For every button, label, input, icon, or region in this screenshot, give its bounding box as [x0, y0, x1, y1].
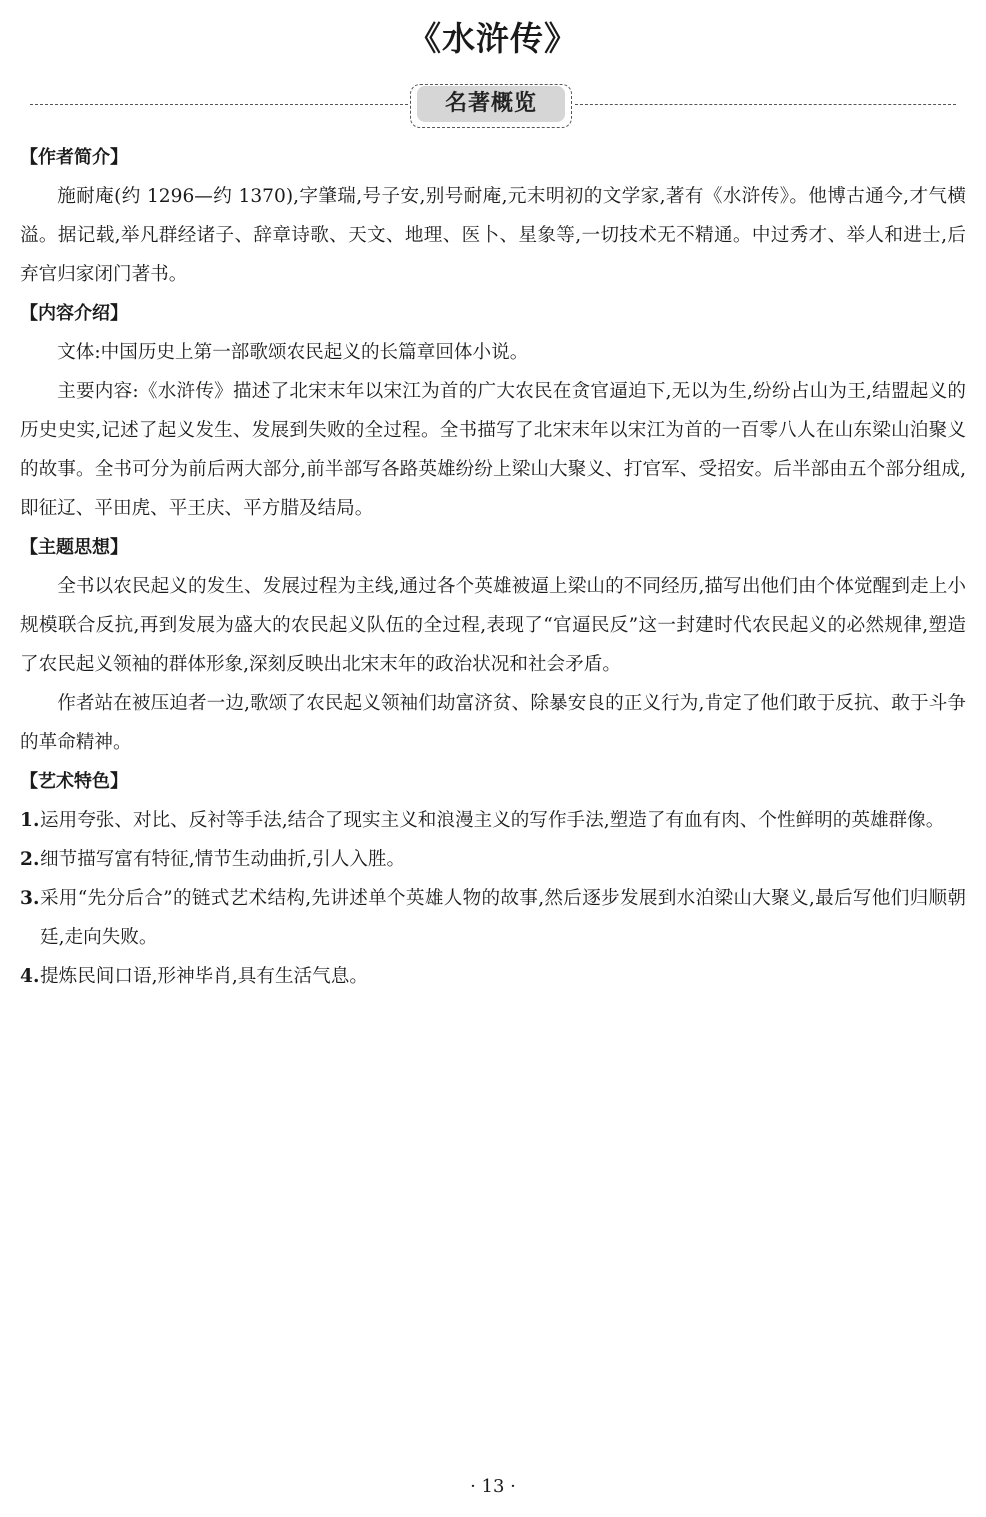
page-number: · 13 · — [470, 1476, 516, 1497]
banner-label: 名著概览 — [417, 86, 565, 122]
list-item-number: 2. — [20, 849, 40, 870]
author-paragraph: 施耐庵(约 1296—约 1370),字肇瑞,号子安,别号耐庵,元末明初的文学家,著有《水浒传》。他博古通今,才气横溢。据记载,举凡群经诸子、辞章诗歌、天文、地理、医卜、星象等,一切技术无不精通。中过秀才、举人和进士,后弃官归家闭门著书。 — [20, 186, 966, 285]
list-item — [20, 879, 966, 957]
section-banner — [30, 84, 956, 130]
author-section — [20, 138, 966, 294]
author-heading: 【作者简介】 — [20, 147, 128, 168]
banner-divider-right — [575, 104, 956, 105]
list-item-text: 运用夸张、对比、反衬等手法,结合了现实主义和浪漫主义的写作手法,塑造了有血有肉、个性鲜明的英雄群像。 — [40, 810, 945, 831]
theme-heading: 【主题思想】 — [20, 537, 128, 558]
list-item-text: 提炼民间口语,形神毕肖,具有生活气息。 — [40, 966, 368, 987]
list-item-number: 1. — [20, 810, 40, 831]
list-item-text: 细节描写富有特征,情节生动曲折,引人入胜。 — [40, 849, 406, 870]
theme-paragraph-2: 作者站在被压迫者一边,歌颂了农民起义领袖们劫富济贫、除暴安良的正义行为,肯定了他们敢于反抗、敢于斗争的革命精神。 — [20, 693, 966, 753]
art-feature-list — [20, 801, 966, 996]
genre-paragraph: 文体:中国历史上第一部歌颂农民起义的长篇章回体小说。 — [57, 342, 529, 363]
list-item — [20, 801, 966, 840]
list-item-text: 采用“先分后合”的链式艺术结构,先讲述单个英雄人物的故事,然后逐步发展到水泊梁山大聚义,最后写他们归顺朝廷,走向失败。 — [40, 888, 966, 948]
list-item-number: 3. — [20, 888, 40, 909]
theme-paragraph-1: 全书以农民起义的发生、发展过程为主线,通过各个英雄被逼上梁山的不同经历,描写出他们由个体觉醒到走上小规模联合反抗,再到发展为盛大的农民起义队伍的全过程,表现了“官逼民反”这一封建时代农民起义的必然规律,塑造了农民起义领袖的群体形象,深刻反映出北宋末年的政治状况和社会矛盾。 — [20, 576, 966, 675]
book-title: 《水浒传》 — [408, 19, 578, 58]
main-content — [20, 138, 966, 996]
list-item-number: 4. — [20, 966, 40, 987]
summary-paragraph: 主要内容:《水浒传》描述了北宋末年以宋江为首的广大农民在贪官逼迫下,无以为生,纷纷占山为王,结盟起义的历史史实,记述了起义发生、发展到失败的全过程。全书描写了北宋末年以宋江为首的一百零八人在山东梁山泊聚义的故事。全书可分为前后两大部分,前半部写各路英雄纷纷上梁山大聚义、打官军、受招安。后半部由五个部分组成,即征辽、平田虎、平王庆、平方腊及结局。 — [20, 381, 966, 519]
list-item — [20, 957, 966, 996]
list-item — [20, 840, 966, 879]
theme-section — [20, 528, 966, 762]
banner-divider-left — [30, 104, 408, 105]
art-heading: 【艺术特色】 — [20, 771, 128, 792]
content-section — [20, 294, 966, 528]
art-section — [20, 762, 966, 996]
content-heading: 【内容介绍】 — [20, 303, 128, 324]
